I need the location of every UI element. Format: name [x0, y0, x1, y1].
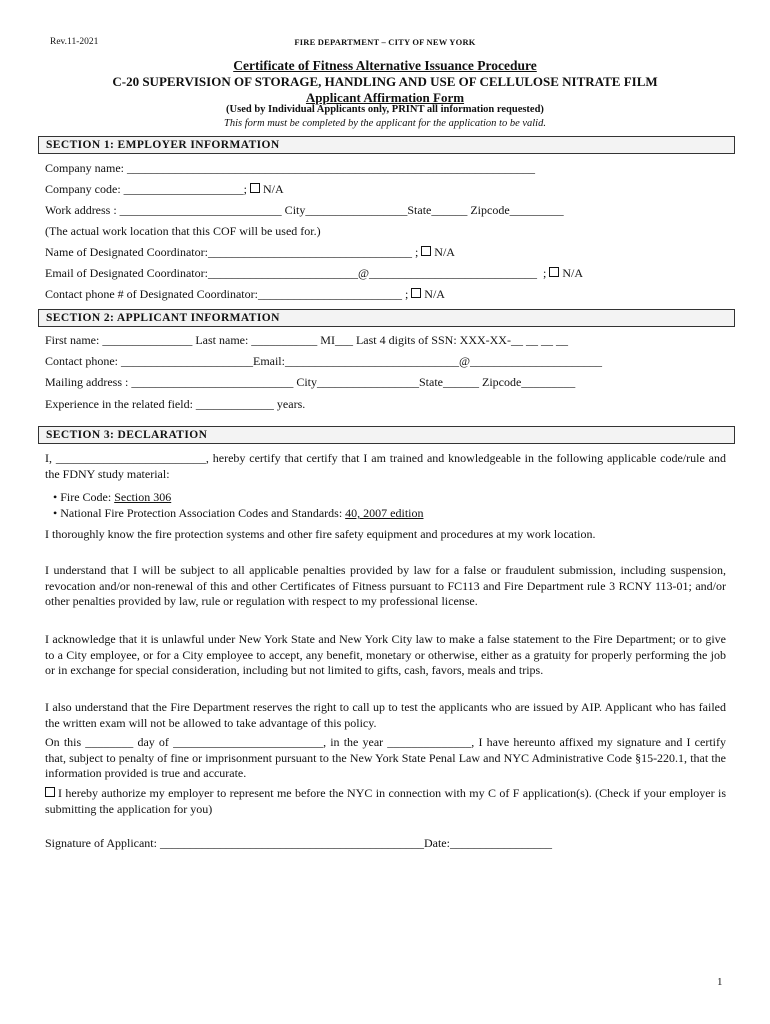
- knowledge-statement: I thoroughly know the fire protection systems and other fire safety equipment and procedures at my work location.: [45, 527, 596, 541]
- company-code-row: [45, 182, 284, 197]
- coordinator-phone-field[interactable]: Contact phone # of Designated Coordinator:________________________ ;: [45, 287, 412, 301]
- page-number: 1: [717, 976, 723, 988]
- applicant-mailing-field[interactable]: Mailing address : ___________________________ City_________________State______ Zipcode_________: [45, 375, 576, 389]
- section3-heading: SECTION 3: DECLARATION: [38, 426, 735, 444]
- section2-heading: SECTION 2: APPLICANT INFORMATION: [38, 309, 735, 327]
- employer-authorization: [45, 786, 726, 817]
- bullet-fire-code-label: • Fire Code:: [53, 490, 115, 504]
- signature-date-field[interactable]: Signature of Applicant: ____________________________________________Date:_________________: [45, 836, 552, 850]
- fire-code-link: Section 306: [114, 490, 172, 504]
- form-instructions: (Used by Individual Applicants only, PRINT all information requested): [226, 104, 544, 115]
- coordinator-email-field[interactable]: Email of Designated Coordinator:_________________________@____________________________ ;: [45, 266, 550, 280]
- coordinator-phone-row: [45, 287, 445, 302]
- form-validity-note: This form must be completed by the applicant for the application to be valid.: [224, 118, 546, 129]
- work-address-field[interactable]: Work address : ___________________________ City_________________State______ Zipcode_________: [45, 203, 564, 217]
- company-name-field[interactable]: Company name: ____________________________________________________________________: [45, 161, 535, 175]
- coordinator-name-na-label: N/A: [434, 245, 455, 259]
- affirmation-statement: On this ________ day of _________________________, in the year ______________, I have hereunto affixed my signature and I certify that, subject to penalty of fine or imprisonment pursuant to the New York State Penal Law and NYC Administrative Code §15-220.1, that the information provided is true and accurate.: [45, 735, 726, 780]
- revision-label: Rev.11-2021: [50, 37, 99, 47]
- form-name: Applicant Affirmation Form: [305, 90, 465, 105]
- work-address-note: (The actual work location that this COF will be used for.): [45, 224, 321, 238]
- nfpa-edition-link: 40, 2007 edition: [345, 506, 424, 520]
- retest-statement: I also understand that the Fire Department reserves the right to call up to test the applicants who are issued by AIP. Applicant who has failed the written exam will not be allowed to take advantage of this policy.: [45, 700, 726, 730]
- applicant-name-ssn-field[interactable]: First name: _______________ Last name: ___________ MI___ Last 4 digits of SSN: XXX-XX-__ __ __ __: [45, 333, 568, 347]
- company-code-na-label: N/A: [262, 182, 284, 196]
- company-code-field[interactable]: Company code: ____________________;: [45, 182, 250, 196]
- coordinator-email-na-label: N/A: [562, 266, 584, 280]
- coordinator-email-row: [45, 266, 583, 281]
- penalty-statement: I understand that I will be subject to all applicable penalties provided by law for a false or fraudulent submission, including suspension, revocation and/or non-renewal of this and other Certificates of Fitness pursuant to FC113 and Fire Department rule 3 RCNY 113-01; and/or other penalties provided by law, rule or regulation with respect to my professional license.: [45, 563, 726, 608]
- section1-heading: SECTION 1: EMPLOYER INFORMATION: [38, 136, 735, 154]
- applicant-experience-field[interactable]: Experience in the related field: _____________ years.: [45, 397, 306, 411]
- applicant-contact-field[interactable]: Contact phone: ______________________Email:_____________________________@______________________: [45, 354, 603, 368]
- employer-authorization-text: I hereby authorize my employer to represent me before the NYC in connection with my C of F application(s). (Check if your employer is submitting the application for you): [45, 786, 726, 816]
- coordinator-email-na-checkbox[interactable]: [549, 267, 559, 277]
- coordinator-name-field[interactable]: Name of Designated Coordinator:__________________________________ ;: [45, 245, 422, 259]
- bullet-nfpa-label: • National Fire Protection Association Codes and Standards:: [53, 506, 346, 520]
- form-title: Certificate of Fitness Alternative Issuance Procedure: [233, 58, 537, 73]
- false-statement-acknowledgement: I acknowledge that it is unlawful under New York State and New York City law to make a false statement to the Fire Department; or to give to a City employee, or for a City employee to accept, any benefit, monetary or otherwise, either as a gratuity for properly performing the job or in exchange for special consideration, including but not limited to gifts, cash, favors, meals and trips.: [45, 632, 726, 677]
- bullet-fire-code: [53, 490, 171, 505]
- employer-authorization-checkbox[interactable]: [45, 787, 55, 797]
- coordinator-phone-na-label: N/A: [424, 287, 445, 301]
- certify-statement: I, _________________________, hereby certify that certify that I am trained and knowledgeable in the following applicable code/rule and the FDNY study material:: [45, 451, 726, 481]
- coordinator-name-row: [45, 245, 455, 260]
- company-code-na-checkbox[interactable]: [250, 183, 260, 193]
- coordinator-phone-na-checkbox[interactable]: [411, 288, 421, 298]
- coordinator-name-na-checkbox[interactable]: [421, 246, 431, 256]
- form-subject: C-20 SUPERVISION OF STORAGE, HANDLING AND USE OF CELLULOSE NITRATE FILM: [112, 74, 658, 89]
- department-header: FIRE DEPARTMENT – CITY OF NEW YORK: [294, 37, 476, 47]
- bullet-nfpa: [53, 506, 424, 521]
